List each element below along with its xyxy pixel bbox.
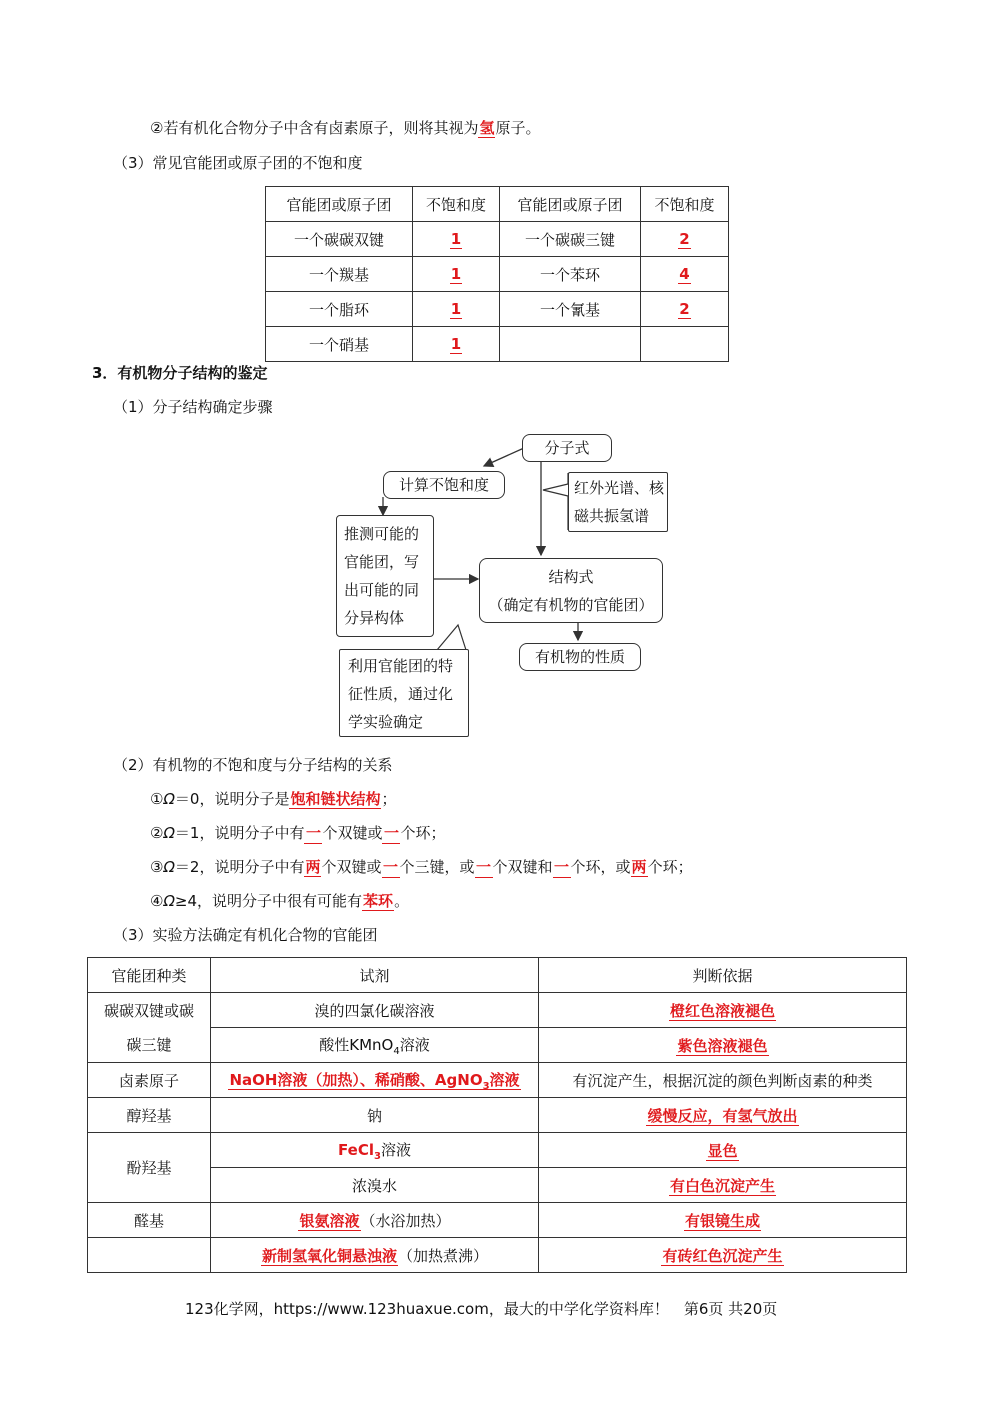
table-cell: 缓慢反应，有氢气放出 (539, 1098, 907, 1133)
relation-2: ②Ω＝1，说明分子中有一 个双键或一 个环； (150, 824, 446, 842)
table-cell: 一个苯环 (500, 257, 641, 292)
functional-group-test-table (87, 957, 907, 1273)
table-cell: 橙红色溶液褪色 (539, 993, 907, 1028)
table-cell: NaOH溶液（加热）、稀硝酸、AgNO$_3$溶液 (211, 1063, 539, 1098)
sub3b-title: （3）实验方法确定有机化合物的官能团 (113, 926, 378, 944)
table-cell: 新制氢氧化铜悬浊液（加热煮沸） (211, 1238, 539, 1273)
sub1-title: （1）分子结构确定步骤 (113, 398, 273, 416)
table-cell: 有白色沉淀产生 (539, 1168, 907, 1203)
table-cell: 1 (413, 327, 500, 362)
table-header-row (88, 958, 907, 993)
table-cell: 1 (413, 257, 500, 292)
intro-suffix: 原子。 (495, 119, 541, 137)
table-row (88, 1063, 907, 1098)
table-cell: 一个羰基 (266, 257, 413, 292)
table-header: 不饱和度 (413, 187, 500, 222)
spectra-note (568, 472, 668, 532)
table-header: 试剂 (211, 958, 539, 993)
structure-title: 结构式 (548, 568, 594, 586)
relation-4: ④Ω≥4，说明分子中很有可能有苯环。 (150, 892, 410, 910)
table-cell: 一个碳碳三键 (500, 222, 641, 257)
table-header: 判断依据 (539, 958, 907, 993)
table-row (88, 1133, 907, 1168)
relation-1: ①Ω＝0，说明分子是饱和链状结构； (150, 790, 397, 808)
table-cell: 有砖红色沉淀产生 (539, 1238, 907, 1273)
table-cell: 钠 (211, 1098, 539, 1133)
infer-isomers-text: 推测可能的 官能团，写 出可能的同 分异构体 (344, 525, 420, 627)
intro-answer: 氢 (479, 119, 495, 137)
experiment-note-text: 利用官能团的特 征性质，通过化 学实验确定 (348, 657, 454, 731)
table-cell: 一个硝基 (266, 327, 413, 362)
table-cell: 醛基 (88, 1203, 211, 1238)
calc-unsaturation-box: 计算不饱和度 (383, 471, 505, 499)
structure-subtitle: （确定有机物的官能团） (488, 596, 654, 614)
table-cell: 浓溴水 (211, 1168, 539, 1203)
table-row (88, 1238, 907, 1273)
table-row (88, 1168, 907, 1203)
table-cell: 酚羟基 (88, 1133, 211, 1203)
table-row (88, 1098, 907, 1133)
relation-3: ③Ω＝2，说明分子中有两个双键或一 个三键，或一 个双键和一 个环，或两个环； (150, 858, 693, 876)
structure-box (479, 558, 663, 623)
table-cell: FeCl$_3$溶液 (211, 1133, 539, 1168)
table-cell: 紫色溶液褪色 (539, 1028, 907, 1063)
table-cell: 2 (641, 292, 729, 327)
table-cell: 卤素原子 (88, 1063, 211, 1098)
table-cell (88, 1238, 211, 1273)
table-cell: 银氨溶液（水浴加热） (211, 1203, 539, 1238)
page-footer: 123化学网，https://www.123huaxue.com，最大的中学化学资料库！ 第6页 共20页 (185, 1300, 778, 1318)
table-cell: 醇羟基 (88, 1098, 211, 1133)
spectra-note-text: 红外光谱、核 磁共振氢谱 (574, 479, 665, 525)
sub2-title: （2）有机物的不饱和度与分子结构的关系 (113, 756, 393, 774)
table-cell: 溴的四氯化碳溶液 (211, 993, 539, 1028)
table-header: 不饱和度 (641, 187, 729, 222)
table-cell: 一个脂环 (266, 292, 413, 327)
table-cell: 一个氰基 (500, 292, 641, 327)
table-row (88, 1203, 907, 1238)
table-cell: 4 (641, 257, 729, 292)
table-cell: 1 (413, 292, 500, 327)
infer-isomers-box (336, 515, 434, 637)
table-cell: 有沉淀产生，根据沉淀的颜色判断卤素的种类 (539, 1063, 907, 1098)
properties-box: 有机物的性质 (519, 643, 641, 671)
table-row (88, 993, 907, 1028)
table-header: 官能团或原子团 (266, 187, 413, 222)
table-cell: 有银镜生成 (539, 1203, 907, 1238)
table-cell: 显色 (539, 1133, 907, 1168)
table-header: 官能团或原子团 (500, 187, 641, 222)
table-header: 官能团种类 (88, 958, 211, 993)
section3-title: 3．有机物分子结构的鉴定 (92, 364, 268, 382)
intro-prefix: ②若有机化合物分子中含有卤素原子，则将其视为 (150, 119, 479, 137)
molecular-formula-box: 分子式 (522, 434, 612, 462)
table-cell: 碳碳双键或碳 碳三键 (88, 993, 211, 1063)
table-cell: 一个碳碳双键 (266, 222, 413, 257)
experiment-note (339, 649, 469, 737)
table-cell: 1 (413, 222, 500, 257)
table-row (88, 1028, 907, 1063)
table-cell: 2 (641, 222, 729, 257)
table-cell: 酸性KMnO$_4$溶液 (211, 1028, 539, 1063)
sub3-title: （3）常见官能团或原子团的不饱和度 (113, 154, 363, 172)
